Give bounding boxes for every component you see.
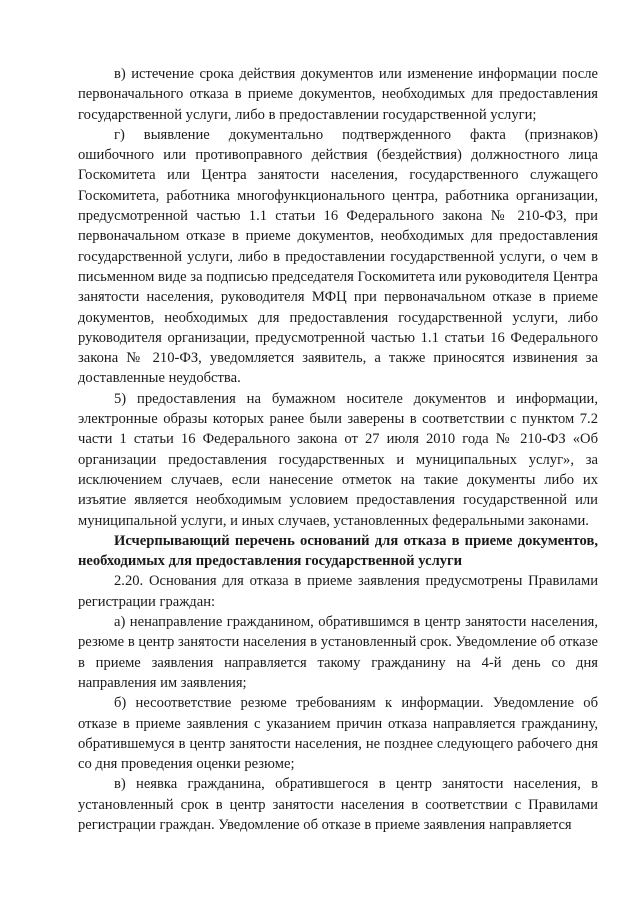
paragraph-item-v: в) истечение срока действия документов или изменение информации после первоначального отказа в приеме документов, необходимых для предоставления государственной услуги, либо в предоставлении государственной услуги; <box>78 66 598 123</box>
document-page <box>78 64 598 835</box>
paragraph-item-5: 5) предоставления на бумажном носителе документов и информации, электронные образы которых ранее были заверены в соответствии с пунктом 7.2 части 1 статьи 16 Федерального закона от 27 июля 2010 года № 210-ФЗ «Об организации предоставления государственных и муниципальных услуг», за исключением случаев, если нанесение отметок на такие документы либо их изъятие является необходимым условием предоставления государственной или муниципальной услуги, и иных случаев, установленных федеральными законами. <box>78 390 598 529</box>
paragraph-item-v2: в) неявка гражданина, обратившегося в центр занятости населения, в установленный срок в центр занятости населения в соответствии с Правилами регистрации граждан. Уведомление об отказе в приеме заявления направляется <box>78 776 598 833</box>
section-heading: Исчерпывающий перечень оснований для отказа в приеме документов, необходимых для предоставления государственной услуги <box>78 532 598 570</box>
paragraph-2-20: 2.20. Основания для отказа в приеме заявления предусмотрены Правилами регистрации граждан: <box>78 573 598 610</box>
paragraph-item-b: б) несоответствие резюме требованиям к информации. Уведомление об отказе в приеме заявления с указанием причин отказа направляется гражданину, обратившемуся в центр занятости населения, не позднее следующего рабочего дня со дня проведения оценки резюме; <box>78 695 598 773</box>
paragraph-item-g: г) выявление документально подтвержденного факта (признаков) ошибочного или противоправного действия (бездействия) должностного лица Госкомитета или Центра занятости населения, государственного служащего Госкомитета, работника многофункционального центра, работника организации, предусмотренной частью 1.1 статьи 16 Федерального закона № 210-ФЗ, при первоначальном отказе в приеме документов, необходимых для предоставления государственной услуги, либо в предоставлении государственной услуги, о чем в письменном виде за подписью председателя Госкомитета или руководителя Центра занятости населения, руководителя МФЦ при первоначальном отказе в приеме документов, необходимых для предоставления государственной услуги, либо руководителя организации, предусмотренной частью 1.1 статьи 16 Федерального закона № 210-ФЗ, уведомляется заявитель, а также приносятся извинения за доставленные неудобства. <box>78 126 598 387</box>
paragraph-item-a: а) ненаправление гражданином, обратившимся в центр занятости населения, резюме в центр занятости населения в установленный срок. Уведомление об отказе в приеме заявления направляется такому гражданину на 4-й день со дня направления им заявления; <box>78 614 598 691</box>
